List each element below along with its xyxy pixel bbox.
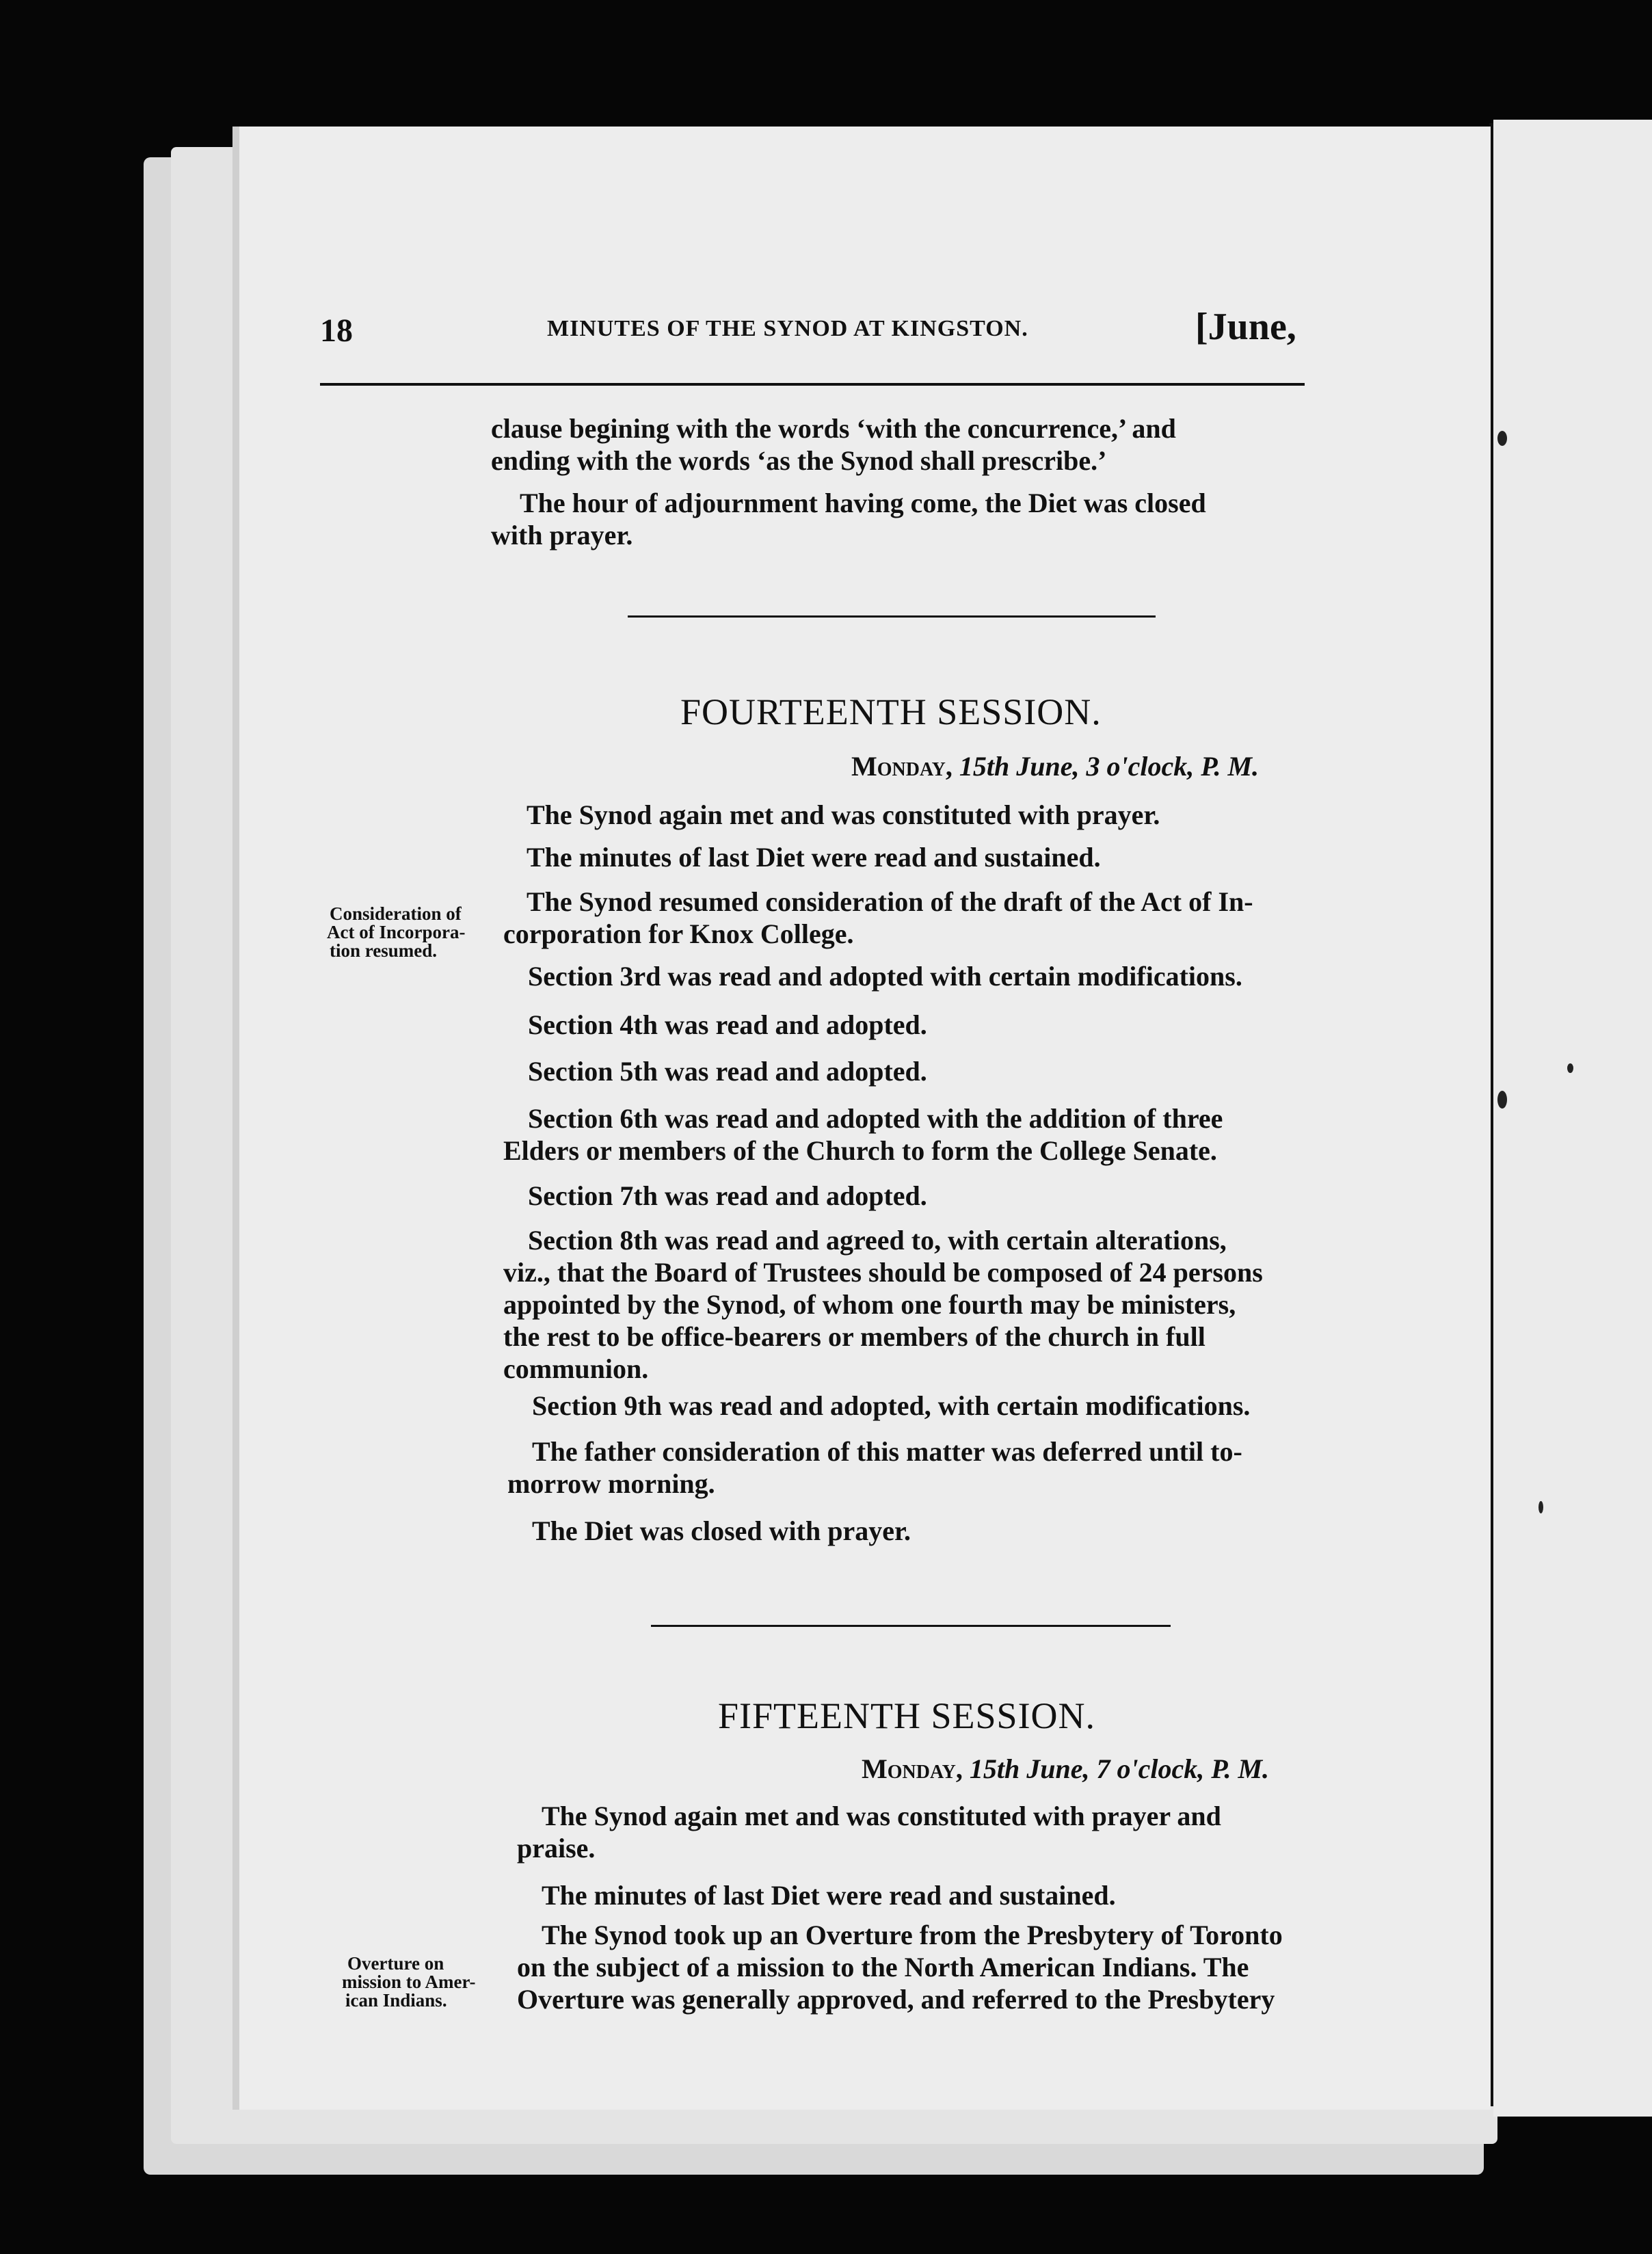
scan-speck xyxy=(1538,1501,1543,1513)
section-6-line-1: Section 6th was read and adopted with the addition of three xyxy=(528,1103,1223,1134)
session-dateline-fifteenth xyxy=(862,1753,1269,1785)
continued-line-1: clause begining with the words ‘with the concurrence,’ and xyxy=(491,413,1176,444)
session-dateline-fourteenth xyxy=(851,750,1259,782)
dateline-day: Monday, xyxy=(851,751,952,782)
section-8-line-1: Section 8th was read and agreed to, with certain alterations, xyxy=(528,1225,1227,1256)
continued-line-2: ending with the words ‘as the Synod shall prescribe.’ xyxy=(491,445,1107,476)
paragraph-overture-line-2: on the subject of a mission to the North American Indians. The xyxy=(517,1952,1249,1983)
section-divider-1 xyxy=(628,615,1156,618)
session-title-fifteenth: FIFTEENTH SESSION. xyxy=(718,1695,1096,1736)
dateline-time-fifteenth: 7 o'clock, P. M. xyxy=(1096,1753,1270,1784)
paragraph-deferred-line-1: The father consideration of this matter was deferred until to- xyxy=(532,1436,1242,1467)
margin-note-consideration-3: tion resumed. xyxy=(330,940,438,961)
section-divider-2 xyxy=(651,1625,1171,1627)
paragraph-resumed-line-1: The Synod resumed consideration of the draft of the Act of In- xyxy=(527,886,1253,917)
scan-speck xyxy=(1497,431,1507,446)
margin-note-consideration-2: Act of Incorpora- xyxy=(327,922,466,942)
adjourn-line-1: The hour of adjournment having come, the Diet was closed xyxy=(520,488,1206,518)
section-4: Section 4th was read and adopted. xyxy=(528,1009,927,1040)
dateline-day-fifteenth: Monday, xyxy=(862,1753,963,1784)
paragraph-closed: The Diet was closed with prayer. xyxy=(532,1515,911,1546)
section-8-line-5: communion. xyxy=(503,1353,649,1384)
paragraph-constituted-fifteenth-line-1: The Synod again met and was constituted with prayer and xyxy=(542,1801,1221,1831)
dateline-date: 15th June, xyxy=(959,751,1080,782)
running-title: MINUTES OF THE SYNOD AT KINGSTON. xyxy=(547,316,1028,341)
page-number: 18 xyxy=(320,313,353,349)
paragraph-deferred-line-2: morrow morning. xyxy=(507,1468,715,1499)
paragraph-minutes-fifteenth: The minutes of last Diet were read and sustained. xyxy=(542,1880,1116,1911)
section-6-line-2: Elders or members of the Church to form the College Senate. xyxy=(503,1135,1217,1166)
section-8-line-2: viz., that the Board of Trustees should be composed of 24 persons xyxy=(503,1257,1263,1288)
section-5: Section 5th was read and adopted. xyxy=(528,1056,927,1087)
paragraph-constituted: The Synod again met and was constituted with prayer. xyxy=(527,799,1160,830)
paragraph-constituted-fifteenth-line-2: praise. xyxy=(517,1833,596,1864)
section-8-line-3: appointed by the Synod, of whom one fourth may be ministers, xyxy=(503,1289,1236,1320)
margin-note-overture-2: mission to Amer- xyxy=(342,1972,476,1992)
header-rule xyxy=(320,383,1305,386)
section-3: Section 3rd was read and adopted with certain modifications. xyxy=(528,961,1242,992)
dateline-time: 3 o'clock, P. M. xyxy=(1086,751,1260,782)
section-9: Section 9th was read and adopted, with certain modifications. xyxy=(532,1390,1251,1421)
paragraph-overture-line-1: The Synod took up an Overture from the Presbytery of Toronto xyxy=(542,1920,1283,1950)
scan-speck xyxy=(1567,1063,1573,1073)
session-title-fourteenth: FOURTEENTH SESSION. xyxy=(680,691,1102,732)
section-8-line-4: the rest to be office-bearers or members of the church in full xyxy=(503,1321,1205,1352)
paragraph-overture-line-3: Overture was generally approved, and referred to the Presbytery xyxy=(517,1984,1275,2015)
paragraph-minutes: The minutes of last Diet were read and sustained. xyxy=(527,842,1101,873)
facing-page xyxy=(1493,120,1652,2117)
paragraph-resumed-line-2: corporation for Knox College. xyxy=(503,918,854,949)
running-month: [June, xyxy=(1195,306,1296,348)
adjourn-line-2: with prayer. xyxy=(491,520,633,551)
dateline-date-fifteenth: 15th June, xyxy=(969,1753,1090,1784)
scan-speck xyxy=(1497,1091,1507,1109)
section-7: Section 7th was read and adopted. xyxy=(528,1180,927,1211)
margin-note-overture-1: Overture on xyxy=(347,1953,444,1974)
margin-note-consideration-1: Consideration of xyxy=(330,903,462,924)
margin-note-overture-3: ican Indians. xyxy=(345,1990,447,2011)
